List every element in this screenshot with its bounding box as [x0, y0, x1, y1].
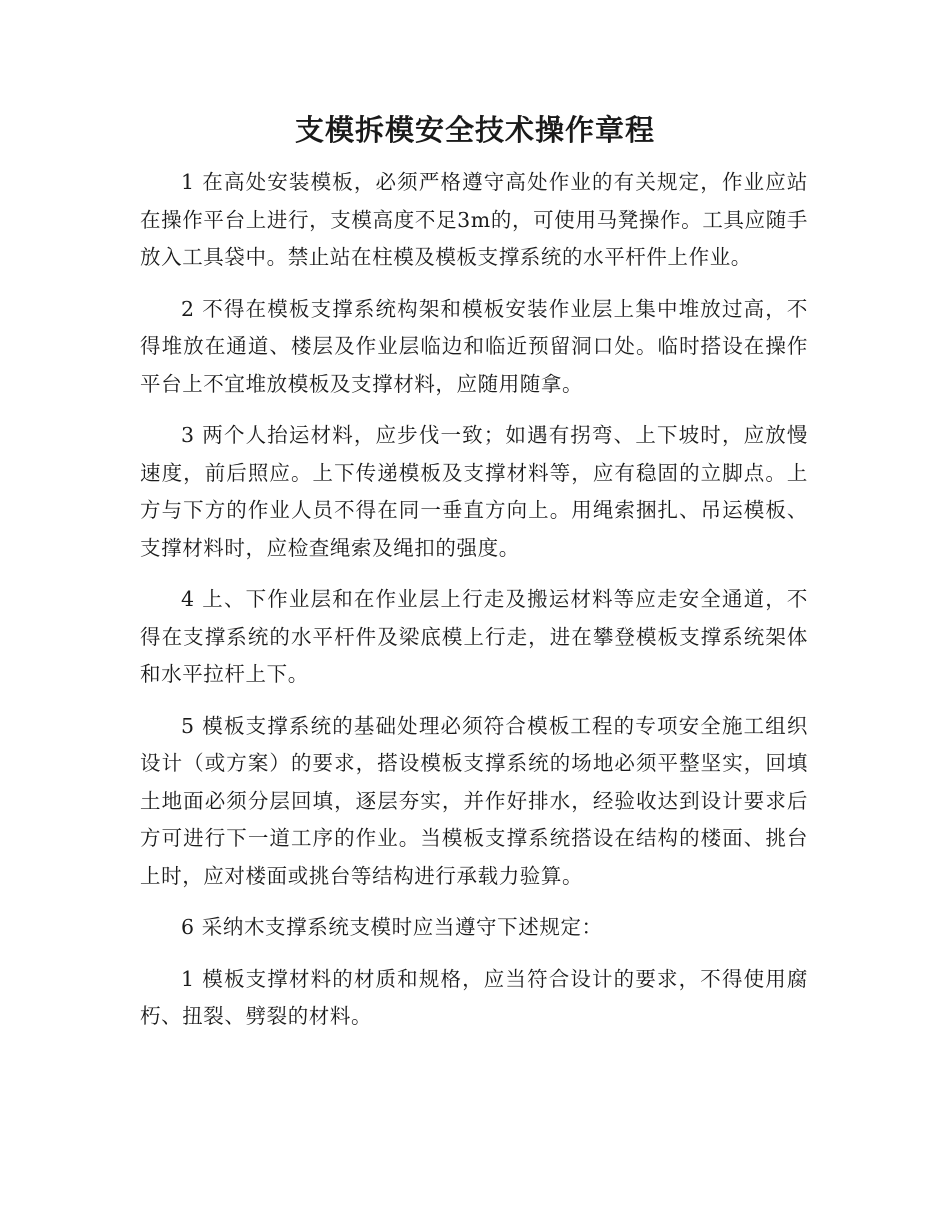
paragraph-4: 4 上、下作业层和在作业层上行走及搬运材料等应走安全通道，不得在支撑系统的水平杆件及梁底模上行走，进在攀登模板支撑系统架体和水平拉杆上下。: [140, 587, 808, 686]
paragraph-3: 3 两个人抬运材料，应步伐一致；如遇有拐弯、上下坡时，应放慢速度，前后照应。上下传递模板及支撑材料等，应有稳固的立脚点。上方与下方的作业人员不得在同一垂直方向上。用绳索捆扎、吊运模板、支撑材料时，应检查绳索及绳扣的强度。: [140, 423, 808, 560]
paragraph-6: 6 采纳木支撑系统支模时应当遵守下述规定：: [181, 915, 603, 939]
paragraph-2: 2 不得在模板支撑系统构架和模板安装作业层上集中堆放过高，不得堆放在通道、楼层及作业层临边和临近预留洞口处。临时搭设在操作平台上不宜堆放模板及支撑材料，应随用随拿。: [140, 296, 808, 396]
paragraph-5: 5 模板支撑系统的基础处理必须符合模板工程的专项安全施工组织设计（或方案）的要求，搭设模板支撑系统的场地必须平整坚实，回填土地面必须分层回填，逐层夯实，并作好排水，经验收达到设计要求后方可进行下一道工序的作业。当模板支撑系统搭设在结构的楼面、挑台上时，应对楼面或挑台等结构进行承载力验算。: [140, 713, 808, 888]
paragraph-1: 1 在高处安装模板，必须严格遵守高处作业的有关规定，作业应站在操作平台上进行，支模高度不足3m的，可使用马凳操作。工具应随手放入工具袋中。禁止站在柱模及模板支撑系统的水平杆件上作业。: [140, 170, 808, 269]
paragraph-7: 1 模板支撑材料的材质和规格，应当符合设计的要求，不得使用腐朽、扭裂、劈裂的材料。: [140, 966, 808, 1028]
document-title: 支模拆模安全技术操作章程: [294, 113, 655, 147]
document-body: [140, 164, 808, 1050]
